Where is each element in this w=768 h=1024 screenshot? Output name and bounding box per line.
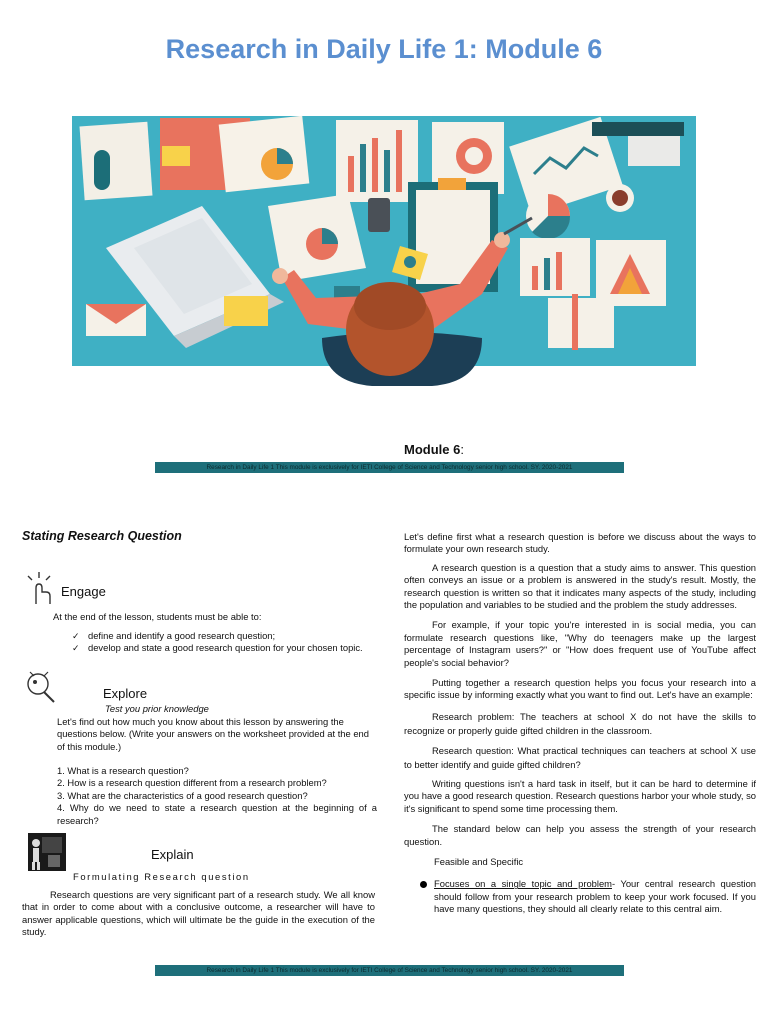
paragraph: The standard below can help you assess the strength of your research question. bbox=[404, 823, 756, 847]
explore-intro: Let's find out how much you know about this lesson by answering the questions below. (Write your answers on the worksheet provided at the end of this module.) bbox=[57, 716, 369, 752]
question-item: 2. How is a research question different from a research problem? bbox=[57, 777, 327, 789]
explain-icon bbox=[28, 833, 66, 871]
module-label: Module 6: bbox=[404, 442, 464, 457]
engage-icon bbox=[24, 570, 54, 606]
footer-band: Research in Daily Life 1 This module is exclusively for IETI College of Science and Technology senior high school. SY. 2020-2021 bbox=[155, 965, 624, 976]
hero-illustration bbox=[72, 98, 696, 398]
question-item: 3. What are the characteristics of a good research question? bbox=[57, 789, 308, 801]
paragraph: Let's define first what a research question is before we discuss about the ways to formulate your own research study. bbox=[404, 531, 756, 555]
engage-title: Engage bbox=[61, 584, 106, 599]
explore-questions bbox=[57, 765, 377, 827]
question-item: 1. What is a research question? bbox=[57, 765, 189, 776]
engage-list bbox=[22, 630, 432, 655]
paragraph: For example, if your topic you're interested in is social media, you can formulate research questions like, "Why do teenagers make up the largest percentage of Instagram users?" or "How does frequent use of YouTube affect people's social behavior? bbox=[404, 619, 756, 668]
explore-title: Explore bbox=[103, 686, 148, 701]
engage-item: ✓ define and identify a good research question; bbox=[72, 630, 432, 642]
section-heading: Stating Research Question bbox=[22, 529, 182, 543]
paragraph: Research question: What practical techniques can teachers at school X use to better identify and guide gifted children? bbox=[404, 744, 756, 770]
right-column bbox=[404, 531, 756, 916]
paragraph: Writing questions isn't a hard task in itself, but it can be hard to determine if you have a good research question. Research questions harbor your whole study, so it's significant to spend some time processing them. bbox=[404, 777, 756, 814]
criteria-text: - Your central research question should follow from your research problem to keep your work focused. If you have many questions, they should all clearly relate to this central aim. bbox=[434, 878, 756, 915]
left-column bbox=[22, 530, 377, 542]
header-band: Research in Daily Life 1 This module is exclusively for IETI College of Science and Technology senior high school. SY. 2020-2021 bbox=[155, 462, 624, 473]
criteria-bullet bbox=[404, 878, 756, 915]
paragraph: Putting together a research question helps you focus your research into a specific issue by informing exactly what you want to find out. Let's have an example: bbox=[404, 677, 756, 701]
engage-intro: At the end of the lesson, students must be able to: bbox=[53, 611, 262, 622]
paragraph: A research question is a question that a study aims to answer. This question often conveys an issue or a problem is answered in the study's result. Mostly, the research question is written so that it indicates many aspects of the study, including the population and variables to be studied and the problem the study addresses. bbox=[404, 561, 756, 611]
criteria-title: Focuses on a single topic and problem bbox=[434, 878, 612, 890]
explain-subtitle: Formulating Research question bbox=[73, 871, 250, 882]
explain-paragraph: Research questions are very significant part of a research study. We all know that in order to come about with a conclusive outcome, a researcher will have to answer applicable questions, which will ultimate be the guide in the execution of the study. bbox=[22, 889, 375, 938]
engage-item: ✓ develop and state a good research question for your chosen topic. bbox=[72, 642, 432, 654]
explore-icon bbox=[24, 668, 58, 704]
criteria-heading: Feasible and Specific bbox=[434, 855, 524, 867]
page-title: Research in Daily Life 1: Module 6 bbox=[165, 34, 603, 64]
explain-title: Explain bbox=[151, 847, 194, 862]
bullet-icon bbox=[420, 881, 427, 888]
question-item: 4. Why do we need to state a research question at the beginning of a research? bbox=[57, 802, 377, 826]
explore-subtitle: Test you prior knowledge bbox=[105, 703, 209, 714]
paragraph: Research problem: The teachers at school X do not have the skills to recognize or properly guide gifted children in the classroom. bbox=[404, 710, 756, 736]
